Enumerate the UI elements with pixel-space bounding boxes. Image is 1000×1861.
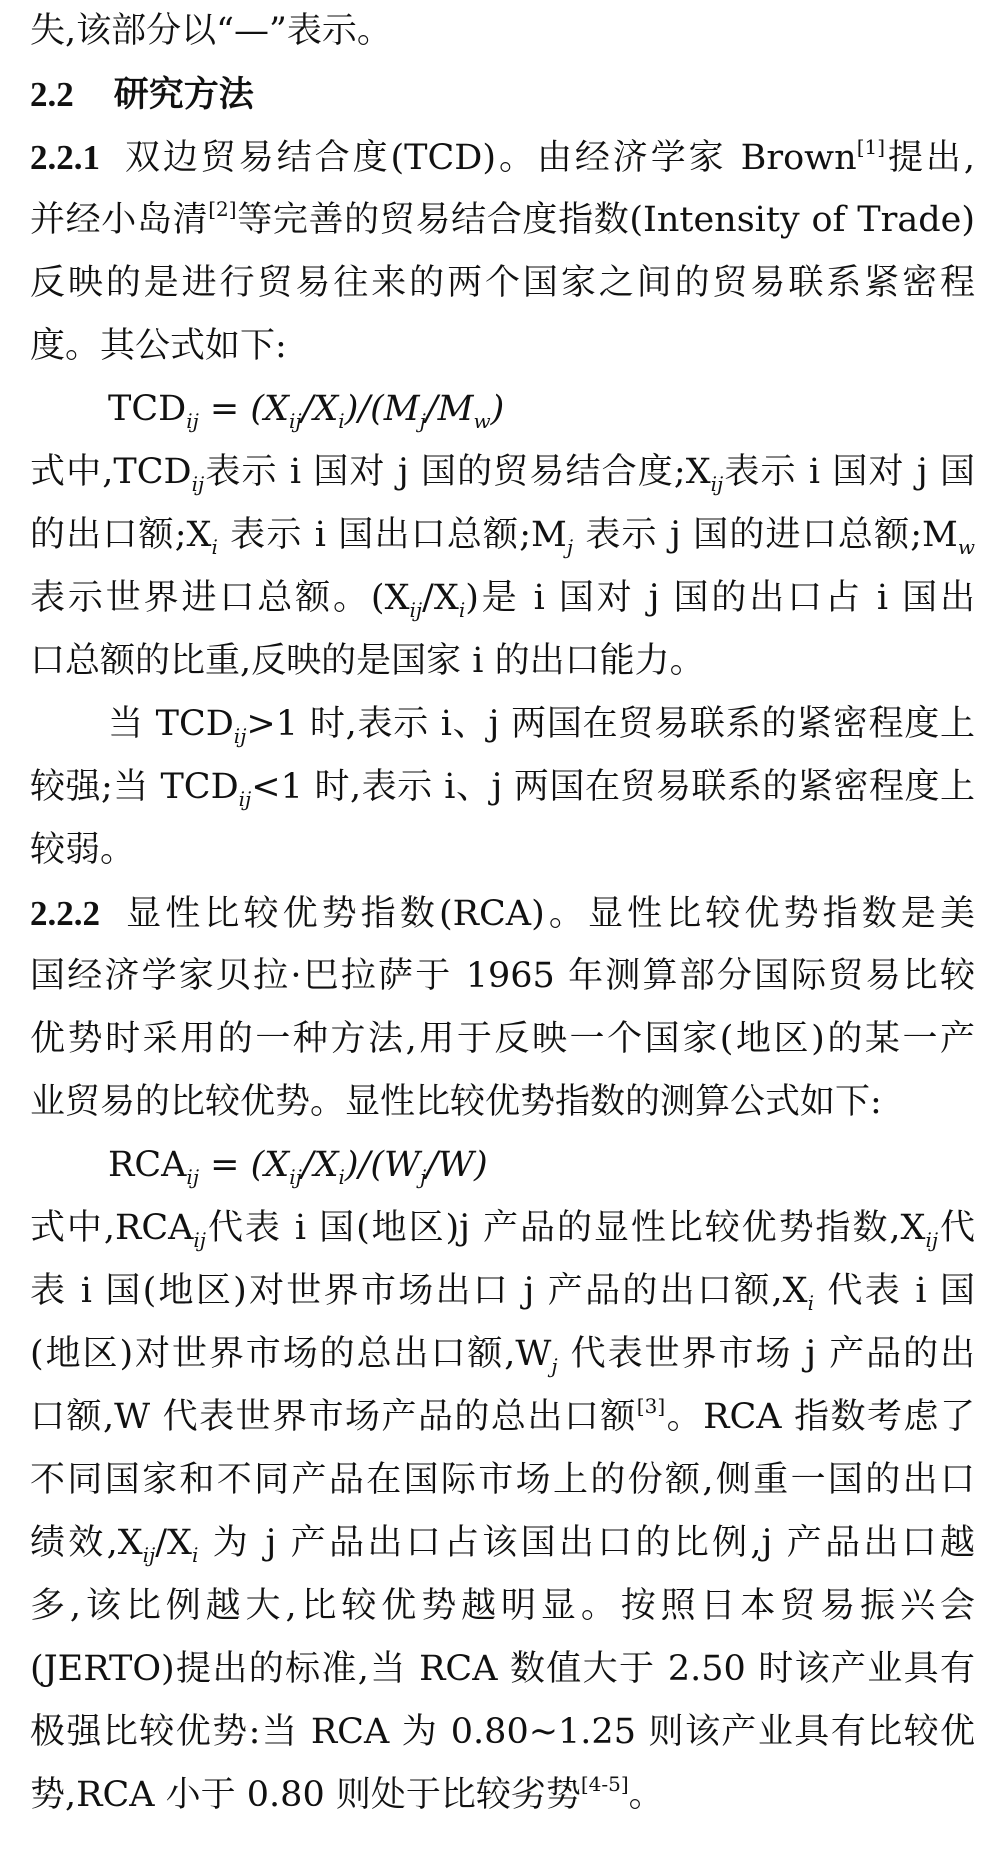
- text-span: 失,该部分以“—”表示。: [30, 11, 392, 51]
- section-heading-2-2: [30, 63, 975, 126]
- text-line: [30, 315, 975, 378]
- formula-text: = (X: [198, 389, 289, 429]
- text-span: 为 j 产品出口占该国出口的比例,j 产品出口越: [198, 1523, 975, 1563]
- text-span: 多,该比例越大,比较优势越明显。按照日本贸易振兴会: [30, 1586, 975, 1626]
- text-line: [30, 252, 975, 315]
- text-span: 代表 i 国: [813, 1271, 975, 1311]
- formula-sub: j: [420, 1165, 427, 1189]
- text-span: 势,RCA 小于 0.80 则处于比较劣势: [30, 1775, 581, 1815]
- section-number: 2.2: [30, 75, 74, 114]
- formula-text: /M: [425, 389, 474, 429]
- subsection-number: 2.2.2: [30, 894, 100, 933]
- text-span: 等完善的贸易结合度指数(Intensity of Trade): [236, 200, 975, 240]
- text-span: 度。其公式如下:: [30, 326, 287, 366]
- formula-rca: [30, 1134, 975, 1197]
- text-sub: ij: [142, 1543, 156, 1567]
- text-sub: ij: [710, 472, 724, 496]
- text-span: 国经济学家贝拉·巴拉萨于 1965 年测算部分国际贸易比较: [30, 956, 975, 996]
- formula-text: /X: [301, 1145, 339, 1185]
- text-span: 业贸易的比较优势。显性比较优势指数的测算公式如下:: [30, 1082, 882, 1122]
- text-span: 表示 j 国的进口总额;M: [573, 515, 958, 555]
- text-line: [30, 0, 975, 63]
- text-line: [30, 1260, 975, 1323]
- text-span: 口额,W 代表世界市场产品的总出口额: [30, 1397, 637, 1437]
- formula-text: /W): [426, 1145, 488, 1185]
- text-span: 。: [628, 1775, 664, 1815]
- text-span: 优势时采用的一种方法,用于反映一个国家(地区)的某一产: [30, 1019, 975, 1059]
- text-line: [30, 504, 975, 567]
- text-span: 的出口额;X: [30, 515, 212, 555]
- text-span: 表 i 国(地区)对世界市场出口 j 产品的出口额,X: [30, 1271, 808, 1311]
- text-sub: ij: [233, 724, 247, 748]
- text-sub: ij: [193, 1228, 207, 1252]
- text-line: [30, 1386, 975, 1449]
- section-title: 研究方法: [113, 74, 254, 115]
- text-line: [30, 693, 975, 756]
- text-span: 表示世界进口总额。(X: [30, 578, 410, 618]
- text-span: 代: [938, 1208, 975, 1248]
- text-span: (地区)对世界市场的总出口额,W: [30, 1334, 552, 1374]
- text-span: 较弱。: [30, 830, 136, 870]
- text-line: [30, 1008, 975, 1071]
- paper-page: [30, 0, 975, 1827]
- formula-text: TCD: [108, 389, 187, 429]
- formula-sub: ij: [186, 1165, 200, 1189]
- text-line: [30, 756, 975, 819]
- text-span: 双边贸易结合度(TCD)。由经济学家 Brown: [122, 138, 857, 178]
- text-line: [30, 1512, 975, 1575]
- text-span: 显性比较优势指数(RCA)。显性比较优势指数是美: [122, 894, 975, 934]
- formula-sub: w: [473, 409, 491, 433]
- text-sub: i: [458, 598, 466, 622]
- text-line: [30, 945, 975, 1008]
- text-line: [30, 1197, 975, 1260]
- text-span: <1 时,表示 i、j 两国在贸易联系的紧密程度上: [251, 767, 975, 807]
- text-span: 表示 i 国出口总额;M: [217, 515, 567, 555]
- citation-ref: [1]: [856, 135, 886, 159]
- citation-ref: [3]: [636, 1394, 666, 1418]
- text-sub: ij: [191, 472, 205, 496]
- text-span: 提出,: [885, 138, 975, 178]
- formula-text: )/(M: [344, 389, 420, 429]
- text-line: [30, 1764, 975, 1827]
- text-line: [30, 1071, 975, 1134]
- text-line: [30, 630, 975, 693]
- text-span: 代表 i 国(地区)j 产品的显性比较优势指数,X: [206, 1208, 926, 1248]
- text-span: 代表世界市场 j 产品的出: [557, 1334, 975, 1374]
- text-line: [30, 1575, 975, 1638]
- text-span: 。RCA 指数考虑了: [665, 1397, 975, 1437]
- text-span: 反映的是进行贸易往来的两个国家之间的贸易联系紧密程: [30, 263, 975, 303]
- text-line: [30, 1638, 975, 1701]
- text-span: 表示 i 国对 j 国的贸易结合度;X: [204, 452, 711, 492]
- formula-text: = (X: [199, 1145, 290, 1185]
- text-span: 并经小岛清: [30, 200, 209, 240]
- text-line: [30, 189, 975, 252]
- formula-sub: ij: [289, 1165, 302, 1189]
- text-sub: w: [957, 535, 975, 559]
- text-span: )是 i 国对 j 国的出口占 i 国出: [465, 578, 975, 618]
- subsection-number: 2.2.1: [30, 138, 100, 177]
- text-sub: ij: [238, 787, 252, 811]
- formula-tcd: [30, 378, 975, 441]
- citation-ref: [2]: [208, 197, 237, 221]
- text-span: 口总额的比重,反映的是国家 i 的出口能力。: [30, 641, 705, 681]
- text-span: /X: [422, 578, 459, 618]
- text-line: [30, 567, 975, 630]
- citation-ref: [4-5]: [580, 1772, 629, 1796]
- text-sub: i: [211, 535, 218, 559]
- formula-sub: i: [338, 1165, 345, 1189]
- formula-sub: i: [338, 409, 345, 433]
- text-span: 极强比较优势:当 RCA 为 0.80~1.25 则该产业具有比较优: [30, 1712, 975, 1752]
- formula-sub: ij: [186, 409, 199, 433]
- text-span: /X: [155, 1523, 192, 1563]
- text-span: 表示 i 国对 j 国: [723, 452, 975, 492]
- text-span: >1 时,表示 i、j 两国在贸易联系的紧密程度上: [246, 704, 975, 744]
- subsection-heading-2-2-1: [30, 126, 975, 189]
- text-span: (JERTO)提出的标准,当 RCA 数值大于 2.50 时该产业具有: [30, 1649, 975, 1689]
- formula-sub: ij: [288, 409, 302, 433]
- formula-text: )/(W: [344, 1145, 420, 1185]
- formula-text: ): [490, 389, 505, 429]
- text-line: [30, 819, 975, 882]
- text-sub: ij: [925, 1228, 939, 1252]
- text-span: 式中,RCA: [30, 1208, 194, 1248]
- text-sub: i: [807, 1291, 814, 1315]
- text-span: 不同国家和不同产品在国际市场上的份额,侧重一国的出口: [30, 1460, 975, 1500]
- text-sub: i: [191, 1543, 199, 1567]
- text-sub: ij: [409, 598, 423, 622]
- formula-text: /X: [301, 389, 339, 429]
- text-span: 式中,TCD: [30, 452, 192, 492]
- text-span: 当 TCD: [108, 704, 234, 744]
- text-line: [30, 1323, 975, 1386]
- subsection-heading-2-2-2: [30, 882, 975, 945]
- text-line: [30, 1701, 975, 1764]
- text-line: [30, 1449, 975, 1512]
- text-span: 较强;当 TCD: [30, 767, 239, 807]
- text-line: [30, 441, 975, 504]
- formula-sub: j: [419, 409, 426, 433]
- text-sub: j: [551, 1354, 558, 1378]
- text-sub: j: [566, 535, 574, 559]
- text-span: 绩效,X: [30, 1523, 143, 1563]
- formula-text: RCA: [108, 1145, 187, 1185]
